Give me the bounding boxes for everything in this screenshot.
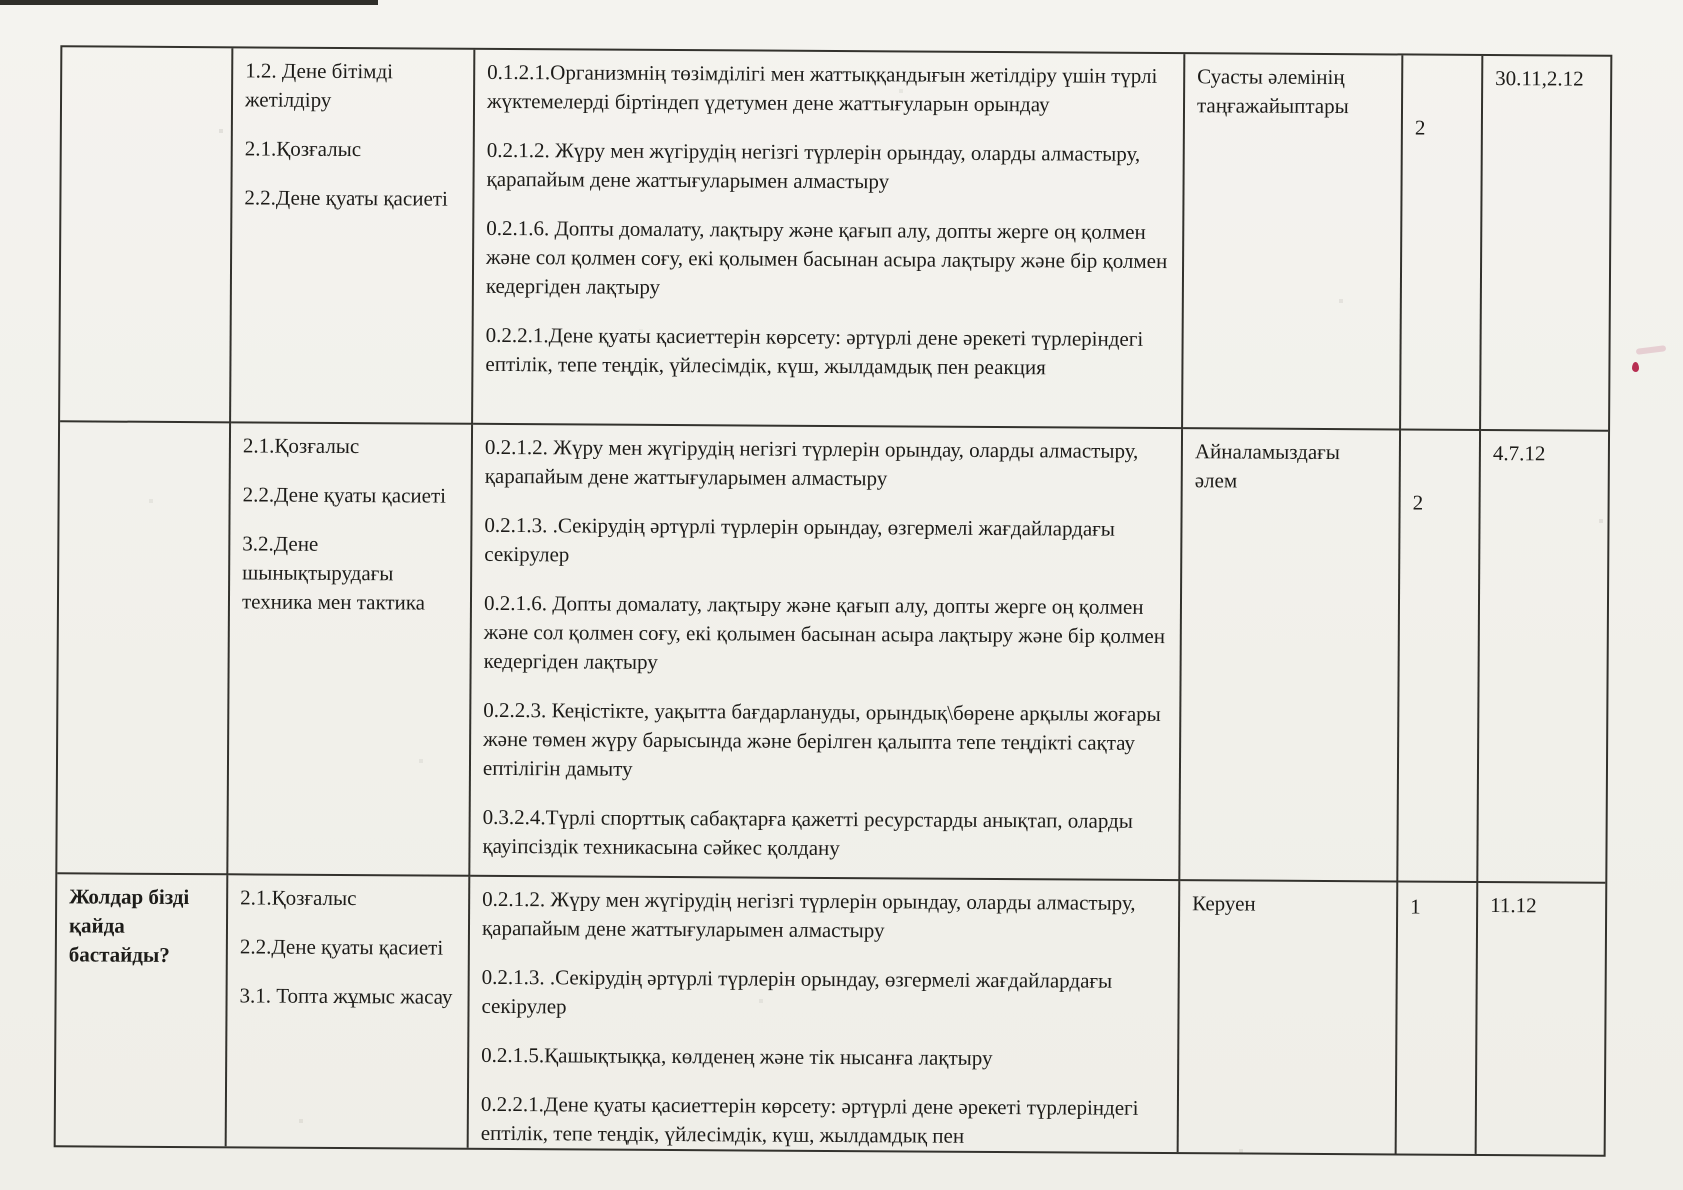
topic-cell [1183,54,1403,430]
objective-paragraph: 0.2.1.3. .Секірудің әртүрлі түрлерін орындау, өзгермелі жағдайлардағы секірулер [484,512,1116,567]
dates-value: 11.12 [1490,893,1537,918]
theme-cell [56,874,229,1146]
topic-text: Суасты әлемінің таңғажайыптары [1196,64,1349,119]
red-ink-smudge [1636,345,1667,355]
objective-paragraph: 0.2.1.2. Жүру мен жүгірудің негізгі түрлерін орындау, оларды алмастыру, қарапайым дене жаттығуларымен алмастыру [484,434,1139,491]
objective-paragraph: 0.2.2.1.Дене қуаты қасиеттерін көрсету: әртүрлі дене әрекеті түрлеріндегі ептілік, тепе теңдік, үйлесімдік, күш, жылдамдық пен [480,1091,1139,1148]
objective-paragraph: 0.1.2.1.Организмнің төзімділігі мен жаттыққандығын жетілдіру үшін түрлі жүктемелерді біртіндеп үдетумен дене жаттығуларын орындау [486,59,1158,117]
skills-cell [231,48,475,424]
theme-text [74,55,219,56]
skill-item: 2.1.Қозғалыс [240,885,357,911]
skills-cell [228,423,473,876]
hours-cell [1397,882,1479,1153]
hours-value: 2 [1414,115,1426,140]
objective-paragraph: 0.2.1.2. Жүру мен жүгірудің негізгі түрлерін орындау, оларды алмастыру, қарапайым дене жаттығуларымен алмастыру [481,886,1136,943]
theme-cell [57,422,231,875]
objective-paragraph: 0.2.1.6. Допты домалату, лақтыру және қағып алу, допты жерге оң қолмен және сол қолмен соғу, екі қолымен басынан асыра лақтыру және бір қолмен кедергіден лақтыру [485,215,1168,299]
skill-item: 1.2. Дене бітімді жетілдіру [244,58,394,112]
skill-item: 2.2.Дене қуаты қасиеті [242,482,447,508]
dates-cell [1481,56,1610,432]
topic-cell [1179,881,1399,1153]
hours-cell [1398,430,1481,882]
objective-paragraph: 0.2.2.3. Кеңістікте, уақытта бағдарлануды, орындық\бөрене арқылы жоғары және төмен жүру барысында және берілген қалыпта тепе теңдікті сақтау ептілігін дамыту [482,697,1161,781]
skill-item: 2.1.Қозғалыс [244,136,362,162]
skill-item: 2.1.Қозғалыс [242,433,360,459]
hours-value: 1 [1410,894,1421,919]
dates-value: 4.7.12 [1492,441,1546,466]
theme-cell [60,47,233,423]
dates-value: 30.11,2.12 [1495,66,1584,91]
objective-paragraph: 0.2.1.6. Допты домалату, лақтыру және қағып алу, допты жерге оң қолмен және сол қолмен соғу, екі қолымен басынан асыра лақтыру және бір қолмен кедергіден лақтыру [483,590,1166,674]
hours-cell [1401,55,1483,430]
dates-cell [1478,431,1608,884]
skill-item: 3.2.Дене шынықтырудағы техника мен тактика [241,531,426,615]
objective-paragraph: 0.2.1.3. .Секірудің әртүрлі түрлерін орындау, өзгермелі жағдайлардағы секірулер [481,964,1113,1019]
theme-text: Жолдар бізді қайда бастайды? [68,884,190,967]
theme-text [72,430,217,431]
hours-value: 2 [1412,490,1424,515]
topic-cell [1180,429,1401,882]
skills-cell [227,875,471,1147]
objective-paragraph: 0.2.2.1.Дене қуаты қасиеттерін көрсету: әртүрлі дене әрекеті түрлеріндегі ептілік, тепе теңдік, үйлесімдік, күш, жылдамдық пен реакция [485,322,1144,380]
objectives-cell [473,50,1185,429]
objectives-cell [469,877,1181,1152]
scan-edge-strip [0,0,378,5]
topic-text: Айналамыздағы әлем [1194,439,1340,493]
objective-paragraph: 0.2.1.2. Жүру мен жүгірудің негізгі түрлерін орындау, оларды алмастыру, қарапайым дене жаттығуларымен алмастыру [486,137,1141,194]
skill-item: 2.2.Дене қуаты қасиеті [244,185,448,211]
topic-text: Керуен [1192,891,1256,916]
objective-paragraph: 0.3.2.4.Түрлі спорттық сабақтарға қажетті ресурстарды анықтап, оларды қауіпсіздік техникасына сәйкес қолдану [482,804,1133,861]
objectives-cell [470,425,1183,881]
dates-cell [1477,883,1606,1155]
skill-item: 3.1. Топта жұмыс жасау [239,983,453,1009]
skill-item: 2.2.Дене қуаты қасиеті [239,934,444,960]
red-ink-dot [1632,362,1639,372]
lesson-plan-table [54,45,1613,1156]
objective-paragraph: 0.2.1.5.Қашықтыққа, көлденең және тік нысанға лақтыру [481,1042,993,1070]
